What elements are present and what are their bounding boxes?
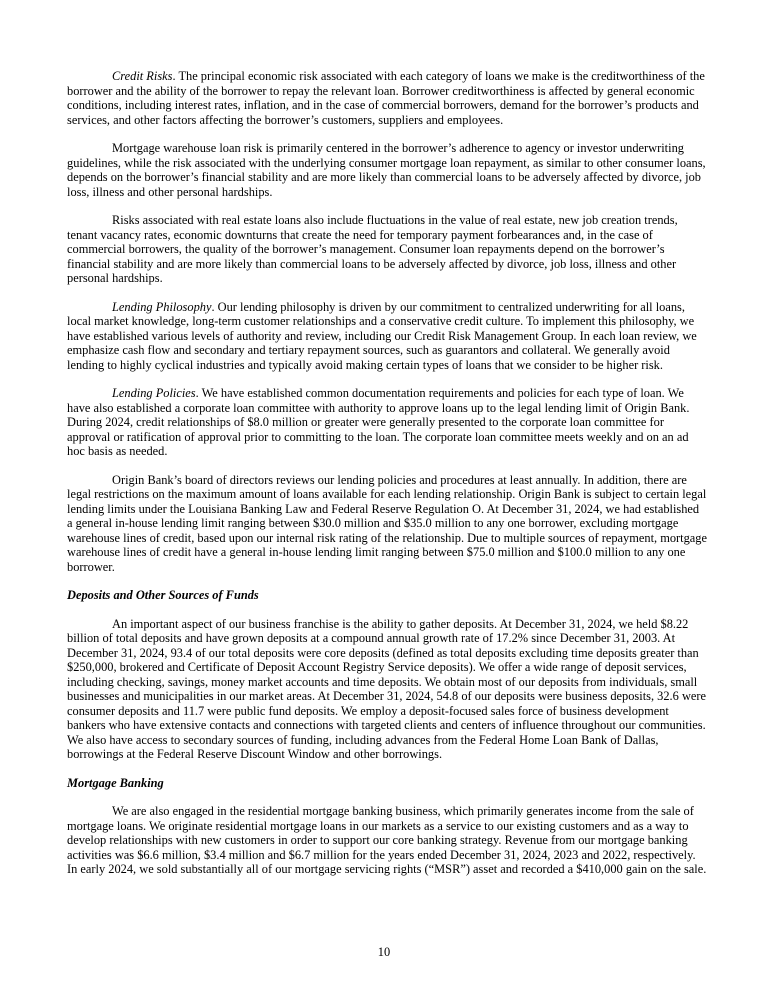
paragraph-lending-policies — [67, 386, 707, 459]
paragraph-board-lending-limits: Origin Bank’s board of directors reviews our lending policies and procedures at least annually. In addition, there are legal restrictions on the maximum amount of loans available for each lending relationship. Origin Bank is subject to certain legal lending limits under the Louisiana Banking Law and Federal Reserve Regulation O. At December 31, 2024, we had established a general in-house lending limit ranging between $30.0 million and $35.0 million to any one borrower, excluding mortgage warehouse lines of credit, based upon our internal risk rating of the relationship. Due to multiple sources of repayment, mortgage warehouse lines of credit have a general in-house lending limit ranging between $75.0 million and $100.0 million to any one borrower. — [67, 472, 707, 574]
page-number: 10 — [377, 945, 391, 959]
paragraph-mortgage-banking-overview: We are also engaged in the residential mortgage banking business, which primarily generates income from the sale of mortgage loans. We originate residential mortgage loans in our markets as a service to our existing customers and as a way to develop relationships with new customers in order to support our core banking strategy. Revenue from our mortgage banking activities was $6.6 million, $3.4 million and $6.7 million for the years ended December 31, 2024, 2023 and 2022, respectively. In early 2024, we sold substantially all of our mortgage servicing rights (“MSR”) asset and recorded a $410,000 gain on the sale. — [67, 804, 707, 876]
heading-deposits-and-other-sources-of-funds: Deposits and Other Sources of Funds — [67, 588, 259, 602]
paragraph-lending-philosophy — [67, 300, 707, 373]
lending-philosophy-text: . Our lending philosophy is driven by our commitment to centralized underwriting for all loans, local market knowledge, long-term customer relationships and a conservative credit culture. To implement this philosophy, we have established various levels of authority and review, including our Credit Risk Management Group. In each loan review, we emphasize cash flow and secondary and tertiary repayment sources, such as guarantors and collateral. We generally avoid lending to highly cyclical industries and typically avoid making certain types of loans that we consider to be higher risk. — [67, 299, 697, 372]
heading-mortgage-banking: Mortgage Banking — [67, 775, 164, 790]
lending-policies-text: . We have established common documentation requirements and policies for each type of loan. We have also established a corporate loan committee with authority to approve loans up to the legal lending limit of Origin Bank. During 2024, credit relationships of $8.0 million or greater were generally presented to the corporate loan committee for approval or ratification of approval prior to committing to the loan. The corporate loan committee meets weekly and on an ad hoc basis as needed. — [67, 386, 690, 458]
paragraph-real-estate-risks: Risks associated with real estate loans also include fluctuations in the value of real estate, new job creation trends, tenant vacancy rates, economic downturns that create the need for temporary payment forbearances and, in the case of commercial borrowers, the quality of the borrower’s management. Consumer loan repayments depend on the borrower’s financial stability and are more likely than commercial loans to be adversely affected by divorce, job loss, illness and other personal hardships. — [67, 213, 678, 285]
lending-philosophy-lead: Lending Philosophy — [112, 299, 212, 314]
lending-policies-lead: Lending Policies — [112, 386, 196, 400]
paragraph-credit-risks — [67, 69, 707, 127]
paragraph-deposits-overview: An important aspect of our business franchise is the ability to gather deposits. At December 31, 2024, we held $8.22 billion of total deposits and have grown deposits at a compound annual growth rate of 17.2% since December 31, 2003. At December 31, 2024, 93.4 of our total deposits were core deposits (defined as total deposits excluding time deposits greater than $250,000, brokered and Certificate of Deposit Account Registry Service deposits). We offer a wide range of deposit services, including checking, savings, money market accounts and time deposits. We obtain most of our deposits from individuals, small businesses and municipalities in our market areas. At December 31, 2024, 54.8 of our deposits were business deposits, 32.6 were consumer deposits and 11.7 were public fund deposits. We employ a deposit-focused sales force of business development bankers who have extensive contacts and connections with targeted clients and centers of influence throughout our communities. We also have access to secondary sources of funding, including advances from the Federal Home Loan Bank of Dallas, borrowings at the Federal Reserve Discount Window and other borrowings. — [67, 616, 707, 761]
credit-risks-text: . The principal economic risk associated with each category of loans we make is the creditworthiness of the borrower and the ability of the borrower to repay the relevant loan. Borrower creditworthiness is affected by general economic conditions, including interest rates, inflation, and in the case of commercial borrowers, demand for the borrower’s products and services, and other factors affecting the borrower’s customers, suppliers and employees. — [67, 69, 705, 127]
credit-risks-lead: Credit Risks — [112, 69, 173, 83]
paragraph-mortgage-warehouse-risk: Mortgage warehouse loan risk is primarily centered in the borrower’s adherence to agency or investor underwriting guidelines, while the risk associated with the underlying consumer mortgage loan repayment, as similar to other consumer loans, depends on the borrower’s financial stability and are more likely than commercial loans to be adversely affected by divorce, job loss, illness and other personal hardships. — [67, 141, 706, 199]
document-body — [67, 69, 707, 891]
